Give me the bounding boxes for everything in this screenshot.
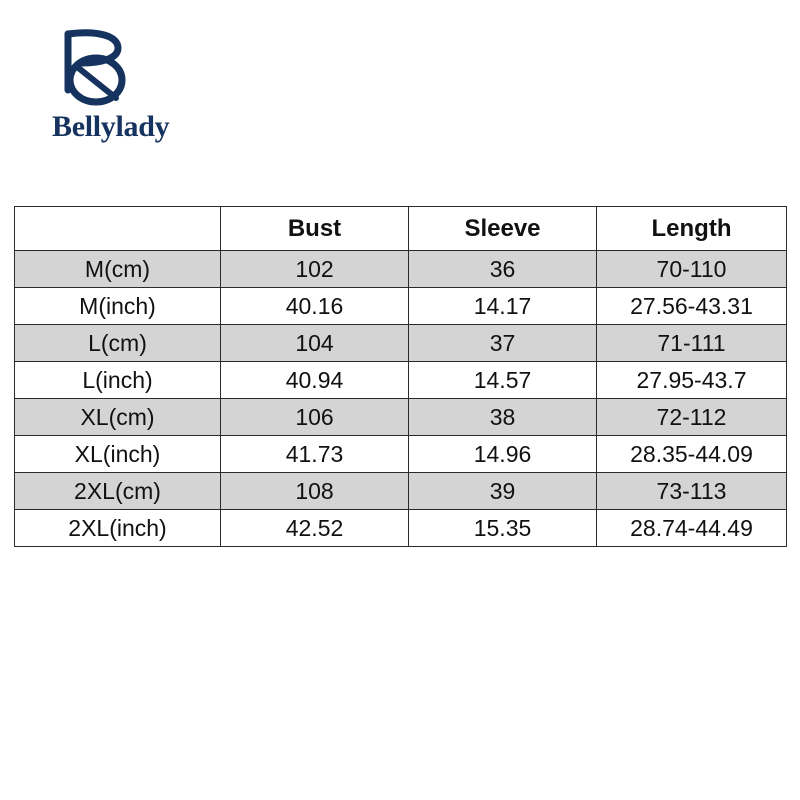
row-bust-value: 102	[221, 251, 409, 288]
row-sleeve-value: 15.35	[409, 510, 597, 547]
row-bust-value: 40.94	[221, 362, 409, 399]
size-table	[14, 206, 787, 547]
row-bust-value: 108	[221, 473, 409, 510]
brand-name: Bellylady	[52, 110, 170, 143]
row-bust-value: 41.73	[221, 436, 409, 473]
row-size-label: XL(inch)	[15, 436, 221, 473]
row-length-value: 27.95-43.7	[597, 362, 787, 399]
column-header-bust: Bust	[221, 207, 409, 251]
table-row	[15, 399, 787, 436]
row-sleeve-value: 36	[409, 251, 597, 288]
row-length-value: 70-110	[597, 251, 787, 288]
row-size-label: L(cm)	[15, 325, 221, 362]
table-row	[15, 362, 787, 399]
column-header-size	[15, 207, 221, 251]
row-bust-value: 40.16	[221, 288, 409, 325]
table-row	[15, 510, 787, 547]
table-row	[15, 325, 787, 362]
row-bust-value: 106	[221, 399, 409, 436]
table-row	[15, 473, 787, 510]
row-size-label: M(inch)	[15, 288, 221, 325]
row-sleeve-value: 14.17	[409, 288, 597, 325]
b-monogram-logo-icon	[52, 28, 138, 108]
column-header-sleeve: Sleeve	[409, 207, 597, 251]
row-size-label: 2XL(inch)	[15, 510, 221, 547]
table-row	[15, 251, 787, 288]
row-sleeve-value: 39	[409, 473, 597, 510]
row-sleeve-value: 37	[409, 325, 597, 362]
row-bust-value: 42.52	[221, 510, 409, 547]
table-header	[15, 207, 787, 251]
row-sleeve-value: 38	[409, 399, 597, 436]
row-length-value: 27.56-43.31	[597, 288, 787, 325]
row-sleeve-value: 14.96	[409, 436, 597, 473]
brand-logo	[52, 28, 272, 144]
table-header-row	[15, 207, 787, 251]
table-body	[15, 251, 787, 547]
row-length-value: 28.35-44.09	[597, 436, 787, 473]
row-sleeve-value: 14.57	[409, 362, 597, 399]
column-header-length: Length	[597, 207, 787, 251]
row-size-label: XL(cm)	[15, 399, 221, 436]
table-row	[15, 288, 787, 325]
row-size-label: 2XL(cm)	[15, 473, 221, 510]
row-size-label: M(cm)	[15, 251, 221, 288]
row-size-label: L(inch)	[15, 362, 221, 399]
row-bust-value: 104	[221, 325, 409, 362]
row-length-value: 71-111	[597, 325, 787, 362]
size-table-container	[14, 206, 786, 547]
row-length-value: 72-112	[597, 399, 787, 436]
row-length-value: 28.74-44.49	[597, 510, 787, 547]
row-length-value: 73-113	[597, 473, 787, 510]
table-row	[15, 436, 787, 473]
